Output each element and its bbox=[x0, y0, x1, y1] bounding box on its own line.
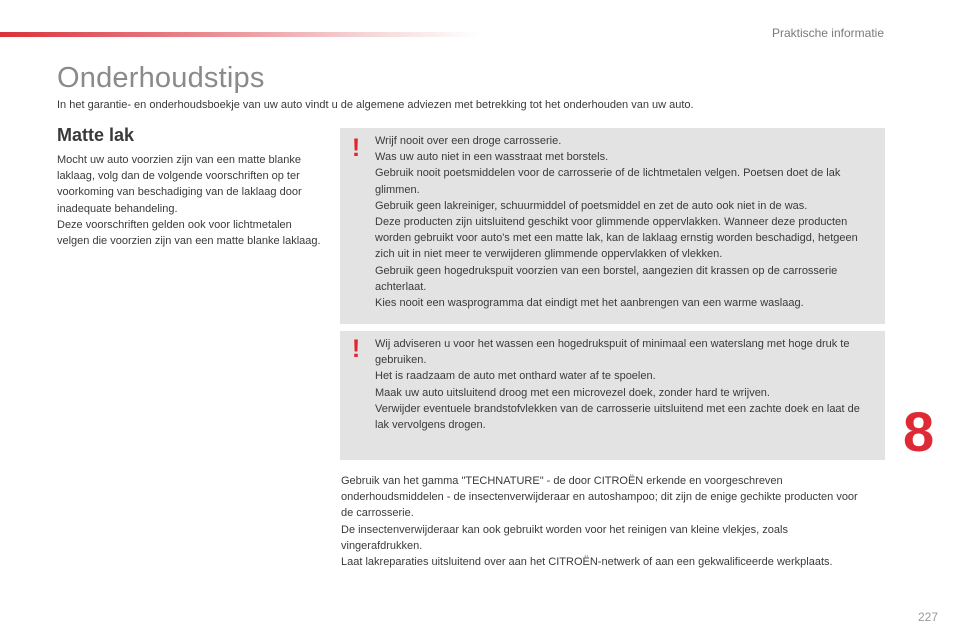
header-accent-bar bbox=[0, 32, 480, 37]
page-title: Onderhoudstips bbox=[57, 62, 265, 94]
warning-box bbox=[340, 128, 885, 324]
paragraph: Gebruik van het gamma "TECHNATURE" - de door CITROËN erkende en voorgeschreven onderhoudsmiddelen - de insectenverwijderaar en autoshampoo; dit zijn de enige gechikte producten voor de carrosserie. bbox=[341, 475, 858, 520]
warning-line: Kies nooit een wasprogramma dat eindigt met het aanbrengen van een warme waslaag. bbox=[375, 297, 804, 310]
warning-line: Het is raadzaam de auto met onthard water af te spoelen. bbox=[375, 370, 656, 383]
chapter-number: 8 bbox=[903, 400, 935, 463]
technature-info bbox=[341, 473, 861, 570]
warning-box bbox=[340, 331, 885, 460]
paragraph: Laat lakreparaties uitsluitend over aan het CITROËN-netwerk of aan een gekwalificeerde werkplaats. bbox=[341, 556, 833, 569]
warning-line: Wij adviseren u voor het wassen een hogedrukspuit of minimaal een waterslang met hoge druk te gebruiken. bbox=[375, 338, 850, 367]
warning-line: Deze producten zijn uitsluitend geschikt voor glimmende oppervlakken. Wanneer deze producten worden gebruikt voor auto's met een matte lak, kan de laklaag ernstig worden beschadigd, hetgeen zich uit in niet meer te verwijderen glimmende oppervlakken of vlekken. bbox=[375, 216, 858, 261]
warning-line: Gebruik nooit poetsmiddelen voor de carrosserie of de lichtmetalen velgen. Poetsen doet de lak glimmen. bbox=[375, 167, 841, 196]
warning-line: Verwijder eventuele brandstofvlekken van de carrosserie uitsluitend met een zachte doek en laat de lak vervolgens drogen. bbox=[375, 402, 860, 432]
matte-paint-description bbox=[57, 152, 322, 249]
warning-text bbox=[375, 336, 875, 433]
section-header: Praktische informatie bbox=[771, 26, 884, 40]
paragraph: Mocht uw auto voorzien zijn van een matte blanke laklaag, volg dan de volgende voorschriften op ter voorkoming van beschadiging van de laklaag door inadequate behandeling. bbox=[57, 154, 302, 215]
warning-line: Was uw auto niet in een wasstraat met borstels. bbox=[375, 151, 609, 164]
warning-exclamation-icon: ! bbox=[351, 134, 361, 162]
warning-line: Maak uw auto uitsluitend droog met een microvezel doek, zonder hard te wrijven. bbox=[375, 386, 770, 399]
paragraph: De insectenverwijderaar kan ook gebruikt worden voor het reinigen van kleine vlekjes, zoals vingerafdrukken. bbox=[341, 523, 788, 552]
intro-text: In het garantie- en onderhoudsboekje van uw auto vindt u de algemene adviezen met betrekking tot het onderhouden van uw auto. bbox=[57, 99, 694, 111]
warning-text bbox=[375, 133, 875, 311]
warning-exclamation-icon: ! bbox=[351, 335, 361, 363]
warning-line: Wrijf nooit over een droge carrosserie. bbox=[375, 135, 562, 147]
paragraph: Deze voorschriften gelden ook voor lichtmetalen velgen die voorzien zijn van een matte blanke laklaag. bbox=[57, 218, 321, 248]
warning-line: Gebruik geen lakreiniger, schuurmiddel of poetsmiddel en zet de auto ook niet in de was. bbox=[375, 199, 808, 212]
warning-line: Gebruik geen hogedrukspuit voorzien van een borstel, aangezien dit krassen op de carrosserie achterlaat. bbox=[375, 264, 838, 293]
page-number: 227 bbox=[917, 610, 938, 624]
section-subtitle: Matte lak bbox=[57, 125, 135, 145]
